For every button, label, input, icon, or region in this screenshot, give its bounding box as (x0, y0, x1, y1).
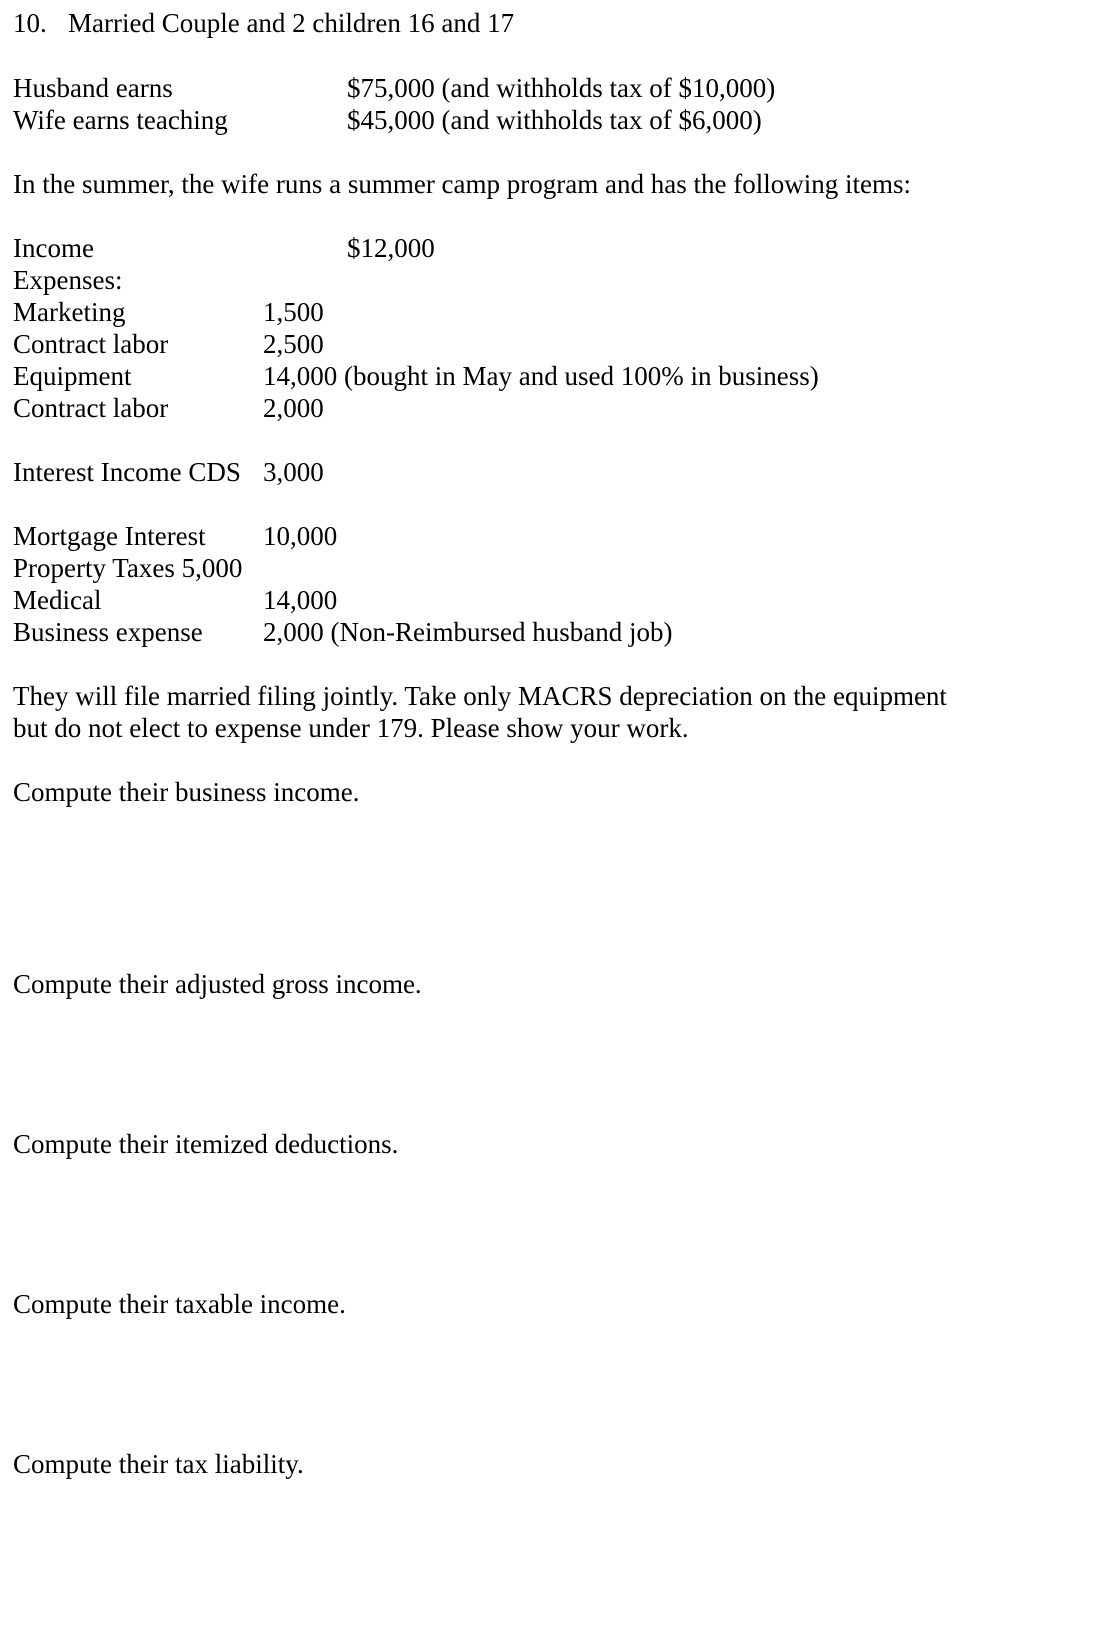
expense-value: 1,500 (263, 297, 324, 327)
camp-income-label: Income (13, 233, 94, 263)
husband-earnings-label: Husband earns (13, 73, 173, 103)
question-business-income: Compute their business income. (13, 777, 360, 807)
expense-value: 14,000 (bought in May and used 100% in business) (263, 361, 819, 391)
deduction-label: Property Taxes 5,000 (13, 553, 243, 583)
question-tax-liability: Compute their tax liability. (13, 1449, 304, 1479)
problem-number: 10. (13, 8, 47, 38)
instruction-line: but do not elect to expense under 179. Please show your work. (13, 713, 689, 743)
wife-earnings-label: Wife earns teaching (13, 105, 228, 135)
deduction-value: 10,000 (263, 521, 338, 551)
question-taxable-income: Compute their taxable income. (13, 1289, 346, 1319)
camp-income-value: $12,000 (347, 233, 435, 263)
expense-label: Contract labor (13, 329, 169, 359)
husband-earnings-value: $75,000 (and withholds tax of $10,000) (347, 73, 776, 103)
summer-intro: In the summer, the wife runs a summer camp program and has the following items: (13, 169, 911, 199)
expense-label: Contract labor (13, 393, 169, 423)
expense-value: 2,000 (263, 393, 324, 423)
expense-value: 2,500 (263, 329, 324, 359)
expense-label: Equipment (13, 361, 132, 391)
deduction-label: Business expense (13, 617, 203, 647)
deduction-value: 2,000 (Non-Reimbursed husband job) (263, 617, 673, 647)
question-itemized-deductions: Compute their itemized deductions. (13, 1129, 399, 1159)
interest-label: Interest Income CDS (13, 457, 241, 487)
instruction-line: They will file married filing jointly. Take only MACRS depreciation on the equipment (13, 681, 947, 711)
wife-earnings-value: $45,000 (and withholds tax of $6,000) (347, 105, 762, 135)
expense-label: Marketing (13, 297, 126, 327)
deduction-label: Medical (13, 585, 102, 615)
problem-title: Married Couple and 2 children 16 and 17 (68, 8, 515, 38)
interest-value: 3,000 (263, 457, 324, 487)
deduction-label: Mortgage Interest (13, 521, 206, 551)
question-adjusted-gross-income: Compute their adjusted gross income. (13, 969, 422, 999)
expenses-heading: Expenses: (13, 265, 123, 295)
deduction-value: 14,000 (263, 585, 338, 615)
